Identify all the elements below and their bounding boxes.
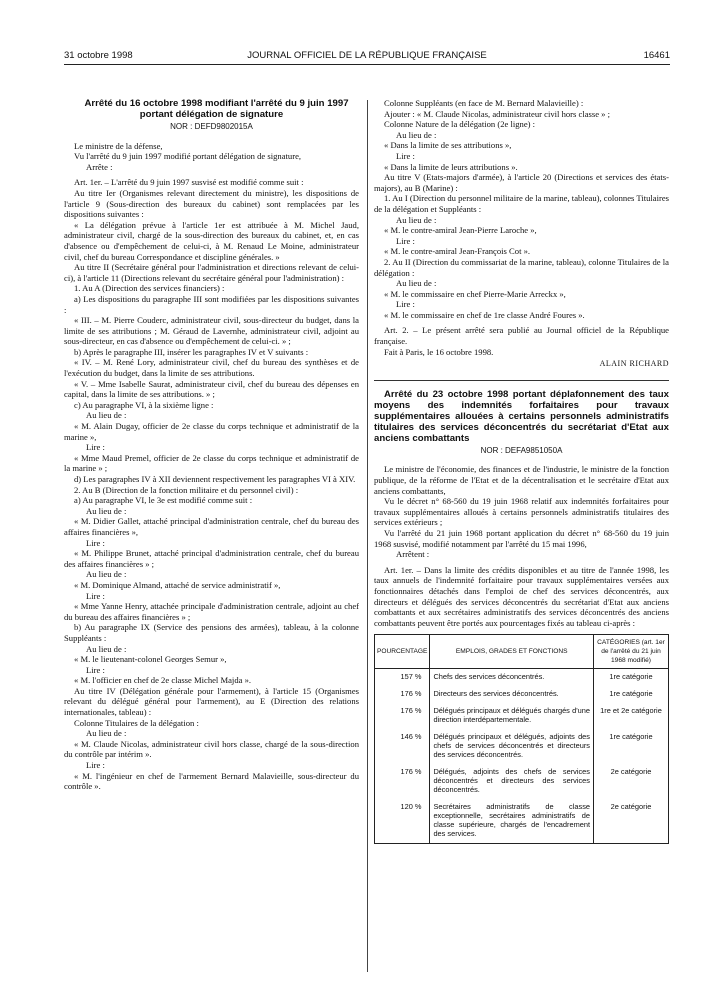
paragraph: 1. Au A (Direction des services financiers) : — [74, 283, 225, 294]
paragraph: Lire : — [86, 537, 105, 548]
paragraph: d) Les paragraphes IV à XII deviennent respectivement les paragraphes VI à XIV. — [74, 474, 356, 484]
paragraph: Au lieu de : — [86, 569, 127, 580]
paragraph: Art. 1er. – L'arrêté du 9 juin 1997 susvisé est modifié comme suit : — [74, 177, 304, 188]
decree-title-2: Arrêté du 23 octobre 1998 portant déplafonnement des taux moyens des indemnités forfaitaires pour travaux supplémentaires allouées à certains personnels administratifs titulaires des services déconcentrés du secrétariat d'Etat aux anciens combattants — [374, 388, 669, 444]
paragraph: « Dans la limite de ses attributions », — [384, 140, 512, 151]
table-cell-cat: 2e catégorie — [594, 799, 669, 844]
paragraph: Lire : — [396, 299, 415, 310]
paragraph: « La délégation prévue à l'article 1er est attribuée à M. Michel Jaud, administrateur civil, chargé de la sous-direction des bureaux du cabinet, et, en cas d'absence ou d'empêchement de celui-ci, à M. Renaud Le Moine, administrateur civil, chef du bureau Correspondance et discipline générales. » — [64, 219, 359, 262]
paragraph: « M. l'officier en chef de 2e classe Michel Majda ». — [74, 675, 252, 686]
table-cell-cat: 1re catégorie — [594, 669, 669, 687]
paragraph: Art. 1er. – Dans la limite des crédits disponibles et au titre de l'année 1998, les taux annuels de l'indemnité forfaitaire pour travaux supplémentaires versées aux fonctionnaires détachés dans l'emploi de chef des services déconcentrés, aux directeurs et délégués des services déconcentrés du secrétariat d'Etat aux anciens combattants et aux secrétaires administratifs des services déconcentrés des anciens combattants peuvent être portés aux pourcentages fixés au tableau ci-après : — [374, 564, 669, 628]
paragraph: « M. l'ingénieur en chef de l'armement Bernard Malavieille, sous-directeur du contrôle ». — [64, 770, 359, 792]
paragraph: b) Après le paragraphe III, insérer les paragraphes IV et V suivants : — [74, 346, 309, 357]
left-column — [64, 98, 359, 792]
paragraph: « Mme Yanne Henry, attachée principale d'administration centrale, adjoint au chef du bureau des affaires financières » ; — [64, 601, 359, 622]
paragraph: Lire : — [86, 664, 105, 675]
paragraph: Vu le décret n° 68-560 du 19 juin 1968 relatif aux indemnités forfaitaires pour travaux supplémentaires alloués à certains personnels administratifs titulaires des services extérieurs ; — [374, 496, 669, 528]
table-cell-emploi: Délégués principaux et délégués, adjoints des chefs de services déconcentrés et directeurs des services déconcentrés. — [430, 729, 594, 764]
paragraph: Vu l'arrêté du 21 juin 1968 portant application du décret n° 68-560 du 19 juin 1968 susvisé, modifié notamment par l'arrêté du 15 mai 1996, — [374, 528, 669, 549]
table-cell-emploi: Directeurs des services déconcentrés. — [430, 686, 594, 703]
nor-reference-1: NOR : DEFD9802015A — [170, 122, 253, 131]
page-number: 16461 — [643, 50, 670, 61]
paragraph: Lire : — [396, 235, 415, 246]
paragraph: Au titre II (Secrétaire général pour l'administration et directions relevant de celui-ci), à l'article 11 (Directions relevant du secrétaire général pour l'administration) : — [64, 262, 359, 283]
table-row — [375, 686, 669, 703]
paragraph: « III. – M. Pierre Couderc, administrateur civil, sous-directeur du budget, dans la limite de ses attributions ; M. Géraud de Lavernhe, administrateur civil, adjoint au sous-directeur, en cas d'absence ou d'empêchement de celui-ci. » ; — [64, 315, 359, 347]
paragraph: Au lieu de : — [86, 505, 127, 516]
rates-table — [374, 634, 669, 844]
paragraph: Lire : — [396, 150, 415, 161]
column-divider — [367, 100, 368, 972]
paragraph: 1. Au I (Direction du personnel militaire de la marine, tableau), colonnes Titulaires de la délégation et Suppléants : — [374, 193, 669, 214]
paragraph: Colonne Titulaires de la délégation : — [74, 717, 199, 728]
paragraph: Le ministre de la défense, — [74, 140, 163, 151]
paragraph: Au titre IV (Délégation générale pour l'armement), à l'article 15 (Organismes relevant du délégué général pour l'armement), au E (Direction des relations internationales, tableau) : — [64, 685, 359, 718]
table-cell-pct: 157 % — [375, 669, 430, 687]
paragraph: Au lieu de : — [86, 643, 127, 654]
table-cell-emploi: Secrétaires administratifs de classe exceptionnelle, secrétaires administratifs de classe supérieure, chargés de l'encadrement des services. — [430, 799, 594, 844]
table-row — [375, 729, 669, 764]
paragraph: 2. Au B (Direction de la fonction militaire et du personnel civil) : — [74, 484, 299, 495]
paragraph: « M. le commissaire en chef de 1re classe André Foures ». — [384, 309, 585, 320]
paragraph: Vu l'arrêté du 9 juin 1997 modifié portant délégation de signature, — [74, 151, 302, 162]
table-header-percentage: POURCENTAGE — [375, 635, 430, 669]
paragraph: Au lieu de : — [396, 214, 437, 225]
table-row — [375, 703, 669, 729]
paragraph: « M. le lieutenant-colonel Georges Semur », — [74, 654, 227, 665]
paragraph: Lire : — [86, 760, 105, 771]
table-cell-emploi: Chefs des services déconcentrés. — [430, 669, 594, 687]
table-row — [375, 799, 669, 844]
paragraph: a) Les dispositions du paragraphe III sont modifiées par les dispositions suivantes : — [64, 293, 359, 315]
paragraph: Colonne Nature de la délégation (2e ligne) : — [384, 119, 536, 130]
paragraph: Lire : — [86, 442, 105, 453]
paragraph: Ajouter : « M. Claude Nicolas, administrateur civil hors classe » ; — [384, 108, 611, 119]
paragraph: Arrêtent : — [396, 549, 430, 560]
paragraph: Art. 2. – Le présent arrêté sera publié au Journal officiel de la République française. — [374, 325, 669, 347]
paragraph: Colonne Suppléants (en face de M. Bernard Malavieille) : — [384, 98, 584, 108]
paragraph: « M. Philippe Brunet, attaché principal d'administration centrale, chef du bureau des affaires financières » ; — [64, 548, 359, 569]
paragraph: 2. Au II (Direction du commissariat de la marine, tableau), colonne Titulaires de la délégation : — [374, 256, 669, 278]
table-cell-pct: 176 % — [375, 686, 430, 703]
paragraph: Au lieu de : — [86, 410, 127, 421]
issue-date: 31 octobre 1998 — [64, 50, 133, 61]
signature: ALAIN RICHARD — [599, 359, 669, 369]
paragraph: « M. Dominique Almand, attaché de service administratif », — [74, 579, 281, 590]
table-row — [375, 764, 669, 799]
table-row — [375, 669, 669, 687]
paragraph: « Dans la limite de leurs attributions ». — [384, 161, 518, 172]
paragraph: Au lieu de : — [396, 278, 437, 289]
table-cell-cat: 1re catégorie — [594, 729, 669, 764]
paragraph: « V. – Mme Isabelle Saurat, administrateur civil, chef du bureau des dépenses en capital, dans la limite de ses attributions. » ; — [64, 378, 359, 400]
table-cell-emploi: Délégués, adjoints des chefs de services déconcentrés et directeurs des services déconcentrés. — [430, 764, 594, 799]
table-cell-pct: 176 % — [375, 764, 430, 799]
nor-reference-2: NOR : DEFA9851050A — [480, 445, 563, 455]
paragraph: « M. Claude Nicolas, administrateur civil hors classe, chargé de la sous-direction du contrôle par intérim ». — [64, 738, 359, 760]
page-header — [64, 50, 670, 64]
decree-body-1 — [64, 141, 359, 792]
table-cell-pct: 120 % — [375, 799, 430, 844]
table-cell-cat: 1re et 2e catégorie — [594, 703, 669, 729]
paragraph: Au titre V (Etats-majors d'armée), à l'article 20 (Directions et services des états-majors), au B (Marine) : — [374, 172, 669, 193]
paragraph: c) Au paragraphe VI, à la sixième ligne : — [74, 399, 214, 410]
paragraph: Le ministre de l'économie, des finances et de l'industrie, le ministre de la fonction publique, de la réforme de l'Etat et de la décentralisation et le secrétaire d'Etat aux anciens combattants, — [374, 464, 669, 496]
paragraph: a) Au paragraphe VI, le 3e est modifié comme suit : — [74, 495, 253, 506]
paragraph: b) Au paragraphe IX (Service des pensions des armées), tableau, à la colonne Suppléants : — [64, 622, 359, 643]
paragraph: Au titre Ier (Organismes relevant directement du ministre), les dispositions de l'article 9 (Sous-direction des bureaux du cabinet) sont remplacées par les dispositions suivantes : — [64, 187, 359, 220]
decree-separator — [374, 380, 669, 381]
decree-title-1: Arrêté du 16 octobre 1998 modifiant l'arrêté du 9 juin 1997 portant délégation de signature — [84, 98, 349, 120]
paragraph: Au lieu de : — [86, 728, 127, 739]
paragraph: « M. le contre-amiral Jean-Pierre Laroche », — [384, 225, 537, 236]
table-cell-emploi: Délégués principaux et délégués chargés d'une direction interdépartementale. — [430, 703, 594, 729]
paragraph: « M. le contre-amiral Jean-François Cot ». — [384, 246, 531, 257]
paragraph: « M. Alain Dugay, officier de 2e classe du corps technique et administratif de la marine », — [64, 421, 359, 442]
paragraph: « Mme Maud Premel, officier de 2e classe du corps technique et administratif de la marine » ; — [64, 452, 359, 474]
decree-body-2 — [374, 464, 669, 628]
decree-body-1-cont — [374, 98, 669, 357]
table-cell-cat: 1re catégorie — [594, 686, 669, 703]
right-column — [374, 98, 669, 844]
table-header-employment: EMPLOIS, GRADES ET FONCTIONS — [430, 635, 594, 669]
table-header-category: CATÉGORIES (art. 1er de l'arrêté du 21 juin 1968 modifié) — [594, 635, 669, 669]
journal-title: JOURNAL OFFICIEL DE LA RÉPUBLIQUE FRANÇAISE — [247, 50, 487, 61]
table-cell-pct: 146 % — [375, 729, 430, 764]
paragraph: Arrête : — [86, 161, 113, 172]
paragraph: Fait à Paris, le 16 octobre 1998. — [384, 346, 494, 357]
paragraph: « IV. – M. René Lory, administrateur civil, chef du bureau des synthèses et de l'exécution du budget, dans la limite de ses attributions. — [64, 357, 359, 379]
paragraph: « M. Didier Gallet, attaché principal d'administration centrale, chef du bureau des affaires financières », — [64, 516, 359, 537]
table-cell-pct: 176 % — [375, 703, 430, 729]
header-rule — [64, 64, 670, 65]
table-cell-cat: 2e catégorie — [594, 764, 669, 799]
paragraph: « M. le commissaire en chef Pierre-Marie Arreckx », — [384, 288, 566, 299]
paragraph: Lire : — [86, 590, 105, 601]
paragraph: Au lieu de : — [396, 129, 437, 140]
